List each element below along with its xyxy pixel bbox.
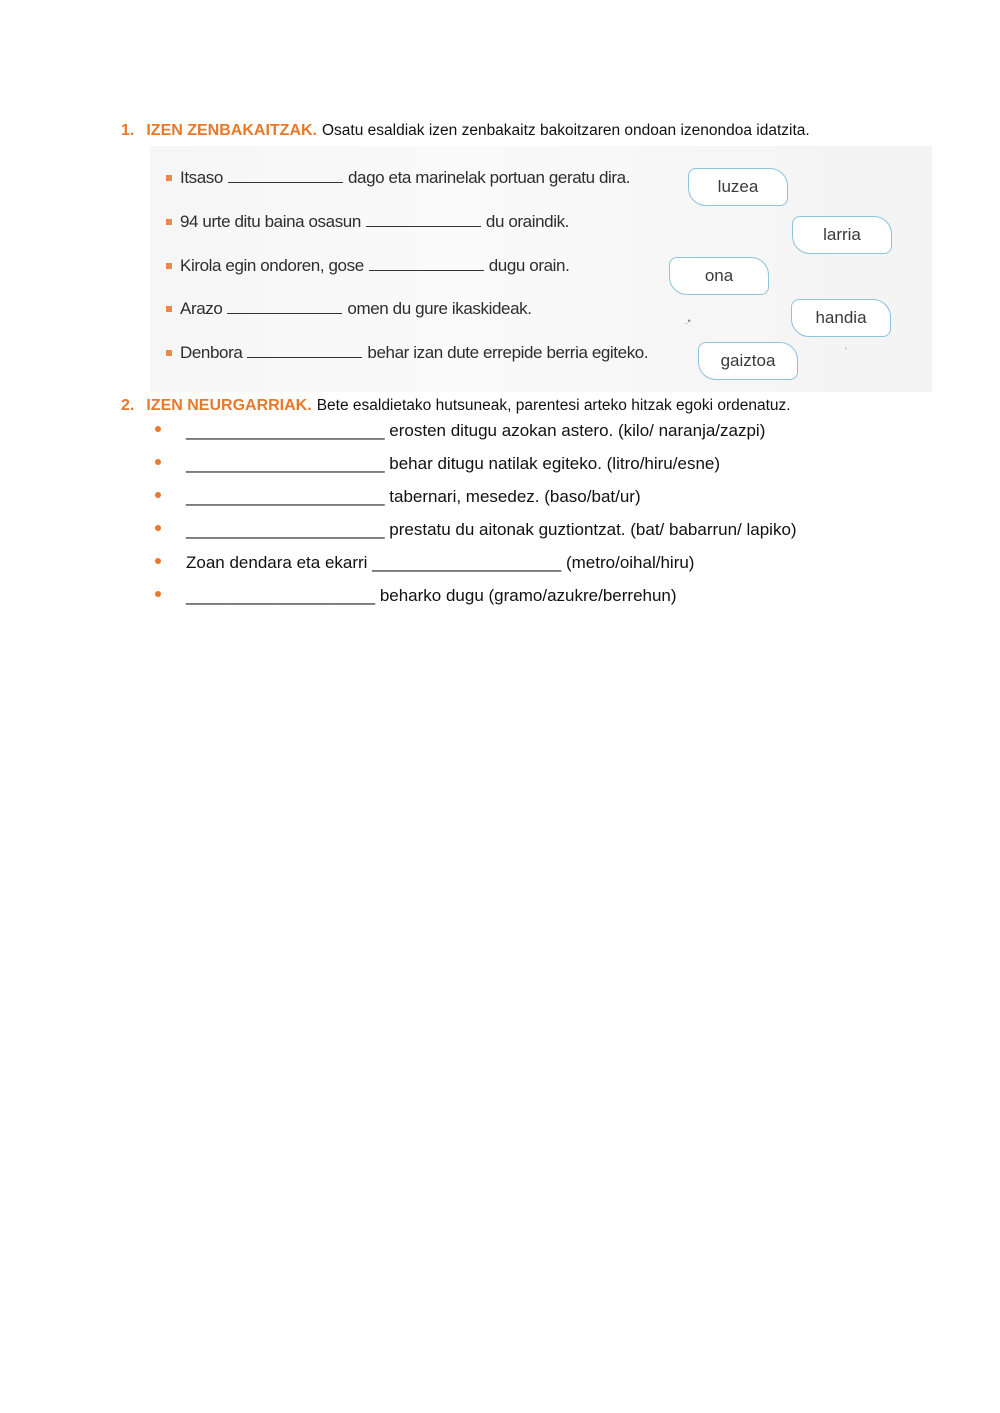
sentence-end: du oraindik. xyxy=(485,212,570,231)
list-item xyxy=(155,553,797,586)
scan-speck: .• xyxy=(685,316,691,326)
word-tag-luzea[interactable]: luzea xyxy=(688,168,788,206)
sentence-start: Denbora xyxy=(180,343,243,362)
bullet-icon xyxy=(155,426,161,432)
answer-blank[interactable] xyxy=(227,312,342,314)
list-item-text: _____________________ behar ditugu natilak egiteko. (litro/hiru/esne) xyxy=(186,454,721,473)
exercise-sentence xyxy=(166,343,648,363)
list-item xyxy=(155,586,797,619)
section-1-title: IZEN ZENBAKAITZAK. xyxy=(146,122,317,139)
section-2-instruction: Bete esaldietako hutsuneak, parentesi arteko hitzak egoki ordenatuz. xyxy=(316,397,791,414)
sentence-end: dugu orain. xyxy=(488,256,570,275)
bullet-icon xyxy=(155,558,161,564)
bullet-icon xyxy=(155,492,161,498)
section-1-instruction: Osatu esaldiak izen zenbakaitz bakoitzaren ondoan izenondoa idatzita. xyxy=(322,122,810,139)
bullet-icon xyxy=(155,591,161,597)
sentence-start: 94 urte ditu baina osasun xyxy=(180,212,361,231)
sentence-end: omen du gure ikaskideak. xyxy=(347,299,532,318)
list-item-text: ____________________ beharko dugu (gramo/azukre/berrehun) xyxy=(186,586,677,605)
square-bullet-icon xyxy=(166,263,172,269)
bullet-icon xyxy=(155,459,161,465)
list-item-text: _____________________ prestatu du aitonak guztiontzat. (bat/ babarrun/ lapiko) xyxy=(186,520,797,539)
exercise-sentence xyxy=(166,212,569,232)
exercise-sentence xyxy=(166,299,532,319)
square-bullet-icon xyxy=(166,175,172,181)
section-2-heading xyxy=(121,397,791,415)
word-tag-larria[interactable]: larria xyxy=(792,216,892,254)
word-tag-gaiztoa[interactable]: gaiztoa xyxy=(698,342,798,380)
textbook-exercise-image xyxy=(150,146,932,392)
list-item xyxy=(155,487,797,520)
section-1-heading xyxy=(121,122,810,140)
answer-blank[interactable] xyxy=(369,269,484,271)
sentence-end: behar izan dute errepide berria egiteko. xyxy=(367,343,649,362)
fill-in-list xyxy=(155,421,797,619)
answer-blank[interactable] xyxy=(247,356,362,358)
exercise-sentence xyxy=(166,168,630,188)
exercise-sentence xyxy=(166,256,569,276)
sentence-start: Kirola egin ondoren, gose xyxy=(180,256,364,275)
sentence-start: Itsaso xyxy=(180,168,223,187)
section-2-title: IZEN NEURGARRIAK. xyxy=(146,397,312,414)
scan-speck: ' xyxy=(845,346,847,356)
word-tag-handia[interactable]: handia xyxy=(791,299,891,337)
answer-blank[interactable] xyxy=(228,181,343,183)
bullet-icon xyxy=(155,525,161,531)
square-bullet-icon xyxy=(166,306,172,312)
section-1-number: 1. xyxy=(121,122,135,139)
list-item-text: Zoan dendara eta ekarri ____________________ (metro/oihal/hiru) xyxy=(186,553,695,572)
word-tag-ona[interactable]: ona xyxy=(669,257,769,295)
list-item xyxy=(155,454,797,487)
list-item xyxy=(155,421,797,454)
list-item-text: _____________________ tabernari, mesedez. (baso/bat/ur) xyxy=(186,487,641,506)
answer-blank[interactable] xyxy=(366,225,481,227)
sentence-start: Arazo xyxy=(180,299,223,318)
section-2-number: 2. xyxy=(121,397,135,414)
list-item-text: _____________________ erosten ditugu azokan astero. (kilo/ naranja/zazpi) xyxy=(186,421,766,440)
square-bullet-icon xyxy=(166,350,172,356)
square-bullet-icon xyxy=(166,219,172,225)
sentence-end: dago eta marinelak portuan geratu dira. xyxy=(347,168,631,187)
list-item xyxy=(155,520,797,553)
